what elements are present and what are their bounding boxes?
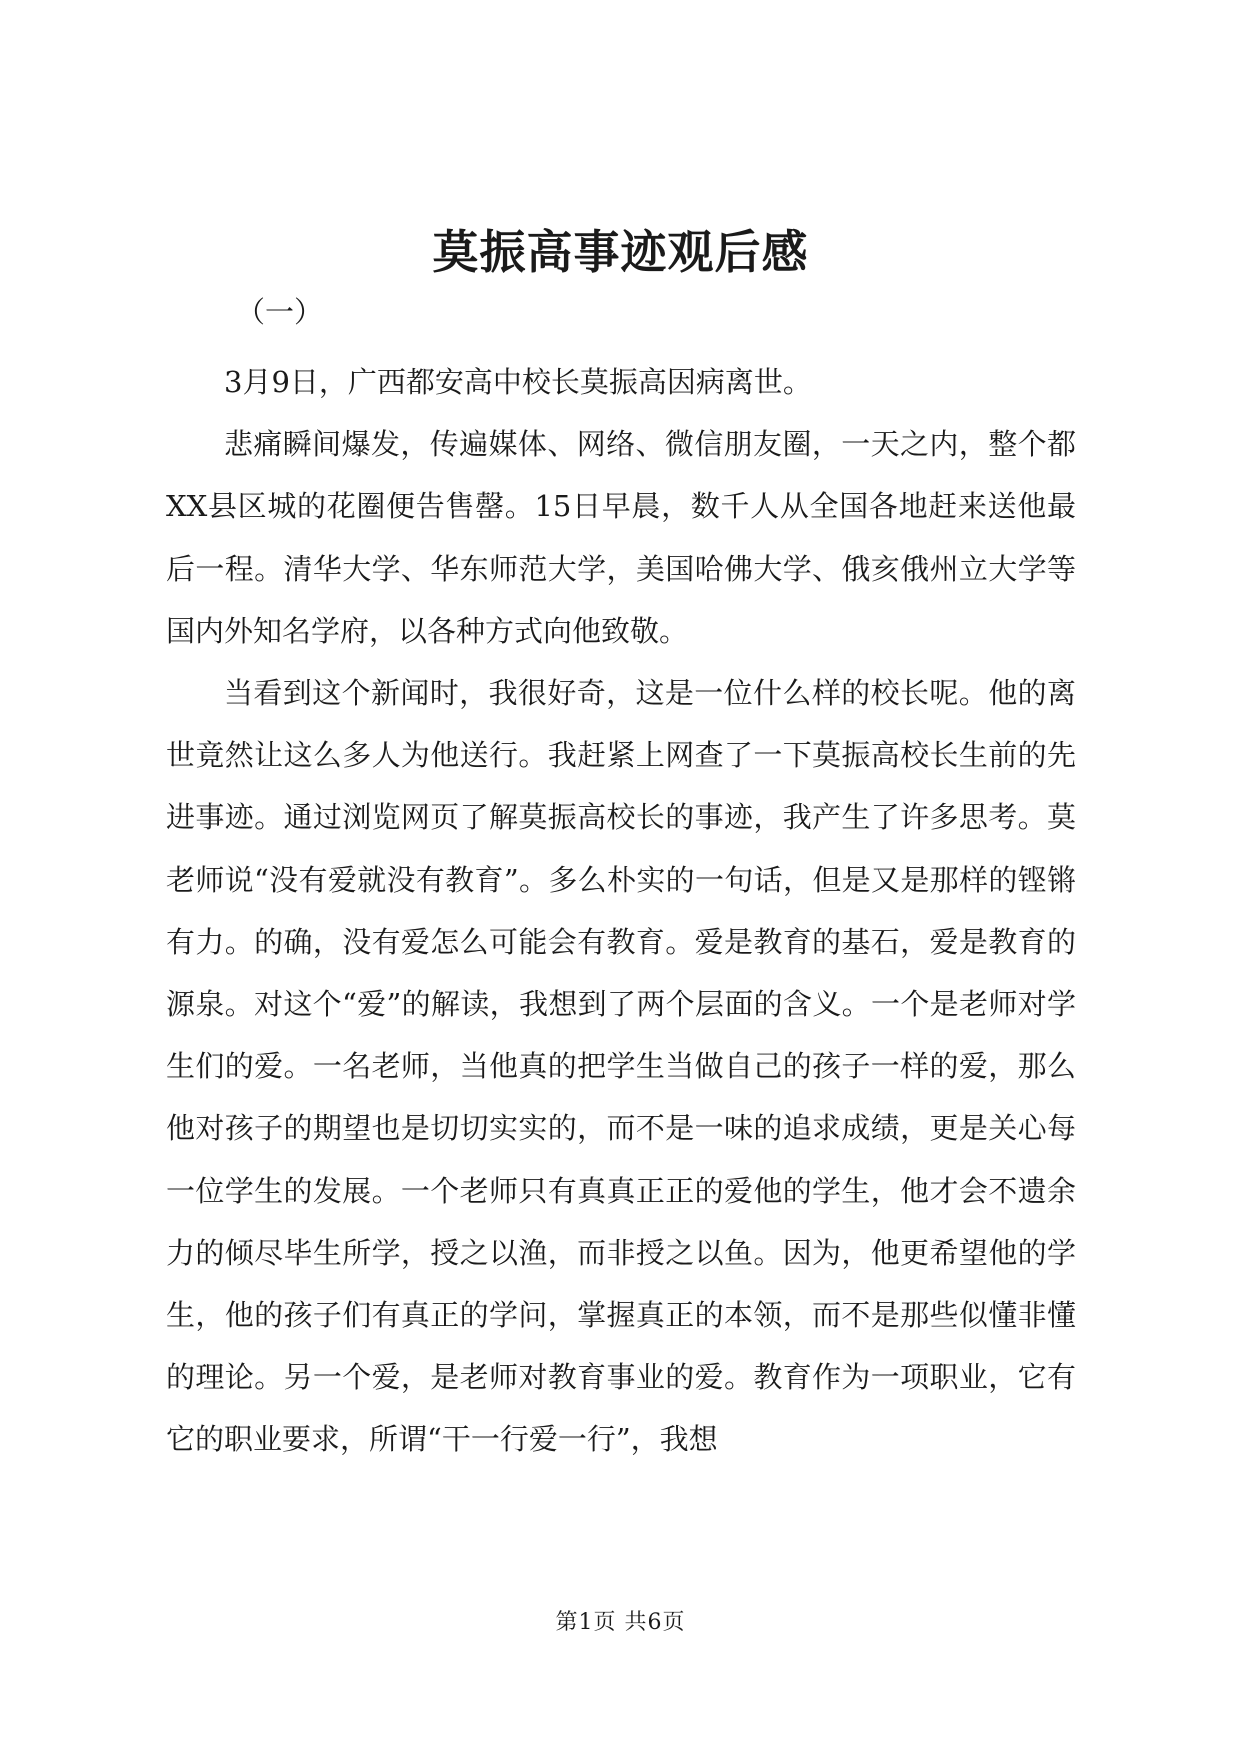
paragraph: 3月9日，广西都安高中校长莫振高因病离世。 <box>224 365 812 399</box>
paragraph: 悲痛瞬间爆发，传遍媒体、网络、微信朋友圈，一天之内，整个都XX县区城的花圈便告售罄。15日早晨，数千人从全国各地赶来送他最后一程。清华大学、华东师范大学，美国哈佛大学、俄亥俄州立大学等国内外知名学府，以各种方式向他致敬。 <box>166 427 1076 648</box>
document-title: 莫振高事迹观后感 <box>432 225 809 279</box>
paragraph: 当看到这个新闻时，我很好奇，这是一位什么样的校长呢。他的离世竟然让这么多人为他送行。我赶紧上网查了一下莫振高校长生前的先进事迹。通过浏览网页了解莫振高校长的事迹，我产生了许多思考。莫老师说“没有爱就没有教育”。多么朴实的一句话，但是又是那样的铿锵有力。的确，没有爱怎么可能会有教育。爱是教育的基石，爱是教育的源泉。对这个“爱”的解读，我想到了两个层面的含义。一个是老师对学生们的爱。一名老师，当他真的把学生当做自己的孩子一样的爱，那么他对孩子的期望也是切切实实的，而不是一味的追求成绩，更是关心每一位学生的发展。一个老师只有真真正正的爱他的学生，他才会不遗余力的倾尽毕生所学，授之以渔，而非授之以鱼。因为，他更希望他的学生，他的孩子们有真正的学问，掌握真正的本领，而不是那些似懂非懂的理论。另一个爱，是老师对教育事业的爱。教育作为一项职业，它有它的职业要求，所谓“干一行爱一行”，我想 <box>166 676 1076 1457</box>
page-number-footer: 第1页 共6页 <box>555 1610 686 1635</box>
document-body <box>166 351 1076 1471</box>
section-marker: （一） <box>236 295 324 329</box>
